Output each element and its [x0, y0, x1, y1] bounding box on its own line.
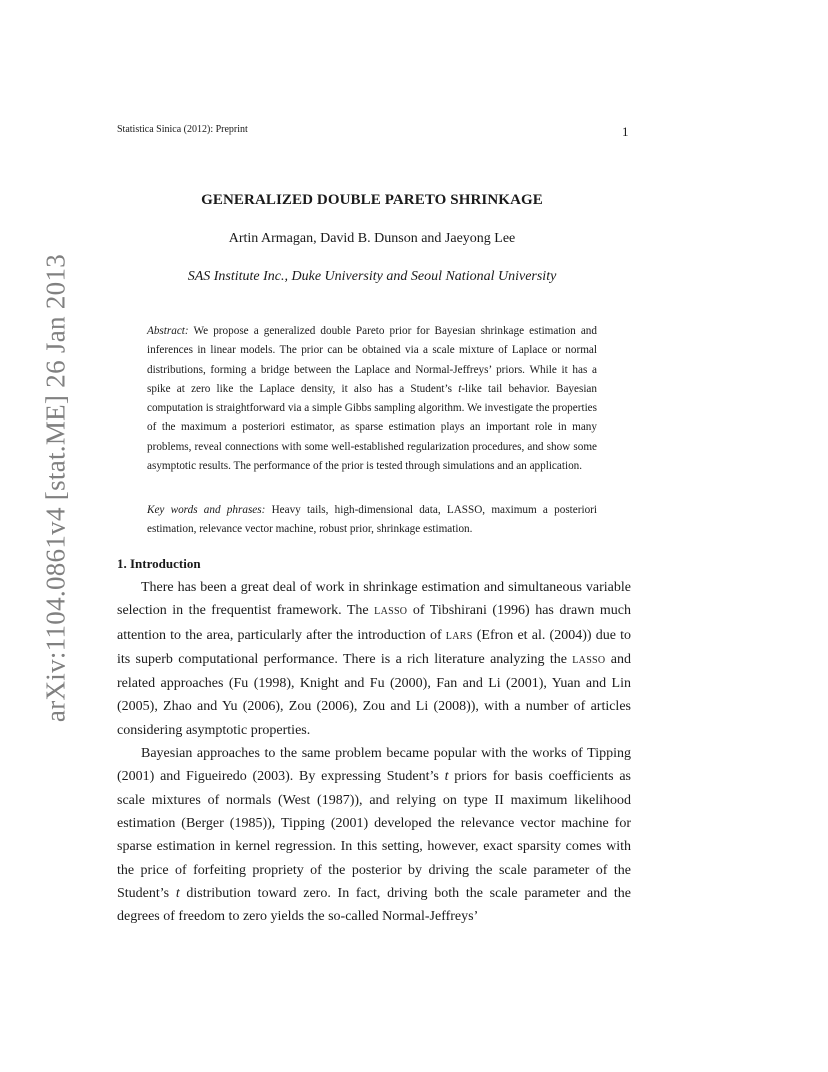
section-heading: 1. Introduction	[117, 556, 201, 571]
arxiv-identifier: arXiv:1104.0861v4 [stat.ME] 26 Jan 2013	[40, 253, 71, 723]
paper-title: GENERALIZED DOUBLE PARETO SHRINKAGE	[201, 192, 543, 208]
paper-authors: Artin Armagan, David B. Dunson and Jaeyong Lee	[228, 231, 516, 246]
p1-lasso: LASSO	[374, 606, 408, 618]
abstract-text: We propose a generalized double Pareto prior for Bayesian shrinkage estimation and inferences in linear models. The prior can be obtained via a scale mixture of Laplace or normal distributions, forming a bridge between the Laplace and Normal-Jeffreys’ priors. While it has a spike at zero like the Laplace density, it also has a Student’s	[147, 325, 597, 395]
p1-lasso-2: LASSO	[572, 654, 606, 666]
abstract-t-symbol: t	[458, 382, 462, 395]
page-number: 1	[622, 124, 629, 139]
p1-text-b: of Tibshirani (1996) has drawn much attention to the area, particularly after the introduction of	[117, 603, 631, 643]
abstract	[147, 322, 597, 476]
paragraph-1	[117, 576, 631, 742]
keywords-label: Key words and phrases:	[147, 504, 266, 516]
p2-text-a: Bayesian approaches to the same problem became popular with the works of Tipping (2001) and Figueiredo (2003). By expressing Student’s	[117, 746, 631, 785]
p1-text-d: and related approaches (Fu (1998), Knight and Fu (2000), Fan and Li (2001), Yuan and Lin (2005), Zhao and Yu (2006), Zou (2006), Zou and Li (2008)), with a number of articles considering asymptotic properties.	[117, 651, 631, 738]
keywords-text: Heavy tails, high-dimensional data, LASSO, maximum a posteriori estimation, relevance vector machine, robust prior, shrinkage estimation.	[147, 504, 598, 536]
abstract-text-continued: -like tail behavior. Bayesian computation is straightforward via a simple Gibbs sampling algorithm. We investigate the properties of the maximum a posteriori estimator, as sparse estimation plays an important role in many problems, reveal connections with some well-established regularization procedures, and show some asymptotic results. The performance of the prior is tested through simulations and an application.	[147, 382, 597, 473]
paragraph-2	[117, 742, 631, 928]
section-body	[117, 576, 631, 928]
keywords	[147, 501, 597, 540]
p1-text-a: There has been a great deal of work in shrinkage estimation and simultaneous variable selection in the frequentist framework. The	[117, 580, 631, 619]
p1-lars: LARS	[445, 630, 473, 642]
p2-text-c: distribution toward zero. In fact, driving both the scale parameter and the degrees of freedom to zero yields the so-called Normal-Jeffreys’	[117, 885, 631, 925]
p2-t-symbol-1: t	[444, 769, 449, 785]
p1-text-c: (Efron et al. (2004)) due to its superb computational performance. There is a rich literature analyzing the	[117, 627, 631, 667]
p2-text-b: priors for basis coefficients as scale mixtures of normals (West (1987)), and relying on type II maximum likelihood estimation (Berger (1985)), Tipping (2001) developed the relevance vector machine for sparse estimation in kernel regression. In this setting, however, exact sparsity comes with the price of forfeiting propriety of the posterior by driving the scale parameter of the Student’s	[117, 769, 631, 901]
paper-affiliation: SAS Institute Inc., Duke University and Seoul National University	[187, 269, 557, 284]
p2-t-symbol-2: t	[175, 885, 180, 901]
abstract-label: Abstract:	[147, 325, 189, 337]
running-header: Statistica Sinica (2012): Preprint	[117, 124, 248, 135]
